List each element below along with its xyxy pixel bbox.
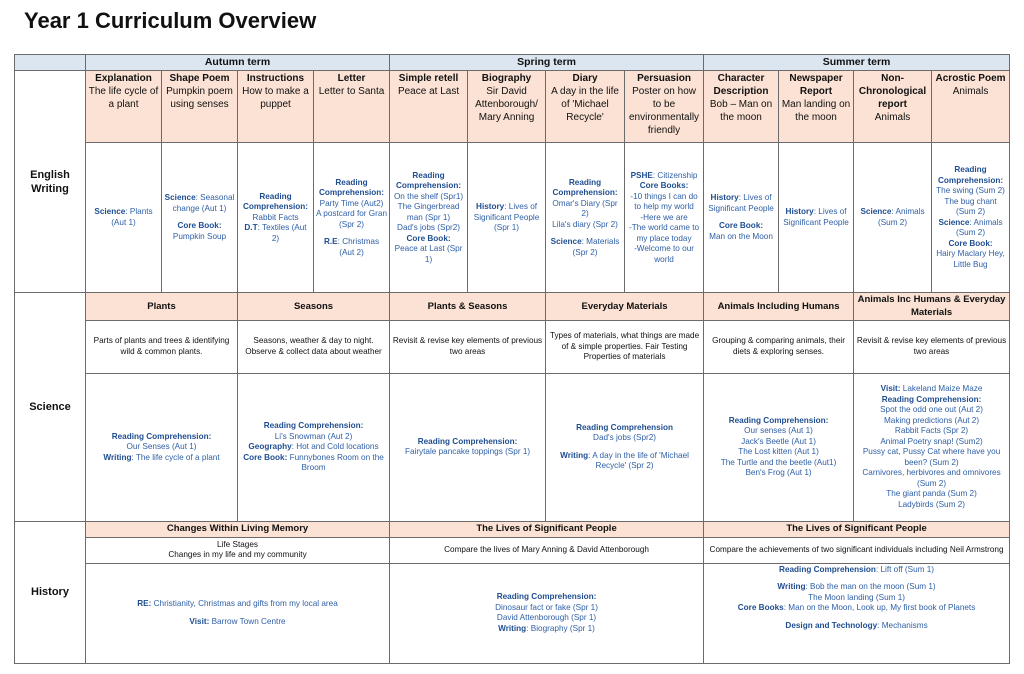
science-topic: Animals Including Humans bbox=[704, 293, 854, 320]
history-topic: The Lives of Significant People bbox=[390, 521, 704, 537]
science-topic: Plants bbox=[86, 293, 238, 320]
history-topic: Changes Within Living Memory bbox=[86, 521, 390, 537]
science-link-cell: Reading Comprehension: Li's Snowman (Aut 2) Geography: Hot and Cold locations Core Book: Funnybones Room on the Broom bbox=[238, 373, 390, 521]
science-description: Revisit & revise key elements of previous two areas bbox=[390, 320, 546, 373]
english-unit: Explanation The life cycle of a plant bbox=[86, 71, 162, 143]
history-link-cell: RE: Christianity, Christmas and gifts from my local area Visit: Barrow Town Centre bbox=[86, 563, 390, 663]
science-description: Types of materials, what things are made of & simple properties. Fair Testing Properties of materials bbox=[546, 320, 704, 373]
english-unit: Instructions How to make a puppet bbox=[238, 71, 314, 143]
term-summer: Summer term bbox=[704, 55, 1010, 71]
curriculum-table bbox=[14, 54, 1010, 664]
english-link-cell: History: Lives of Significant People bbox=[779, 143, 854, 293]
english-unit: Non-Chronological report Animals bbox=[854, 71, 932, 143]
science-description: Seasons, weather & day to night. Observe & collect data about weather bbox=[238, 320, 390, 373]
term-spring: Spring term bbox=[390, 55, 704, 71]
subject-science: Science bbox=[15, 293, 86, 521]
science-description: Grouping & comparing animals, their diets & exploring senses. bbox=[704, 320, 854, 373]
science-description: Revisit & revise key elements of previous two areas bbox=[854, 320, 1010, 373]
english-link-cell: Reading Comprehension: Party Time (Aut2) A postcard for Gran (Spr 2) R.E: Christmas (Aut 2) bbox=[314, 143, 390, 293]
english-link-cell: Science: Seasonal change (Aut 1) Core Book: Pumpkin Soup bbox=[162, 143, 238, 293]
subject-history: History bbox=[15, 521, 86, 663]
science-link-cell: Visit: Lakeland Maize Maze Reading Comprehension: Spot the odd one out (Aut 2) Making predictions (Aut 2) Rabbit Facts (Spr 2) Animal Poetry snap! (Sum2) Pussy cat, Pussy Cat where have you been? (Sum 2) Carnivores, herbivores and omnivores (Sum 2) The giant panda (Sum 2) Ladybirds (Sum 2) bbox=[854, 373, 1010, 521]
science-link-cell: Reading Comprehension: Our senses (Aut 1) Jack's Beetle (Aut 1) The Lost kitten (Aut 1) The Turtle and the beetle (Aut1) Ben's Frog (Aut 1) bbox=[704, 373, 854, 521]
english-link-cell: Science: Animals (Sum 2) bbox=[854, 143, 932, 293]
english-link-cell: PSHE: Citizenship Core Books: -10 things I can do to help my world -Here we are -The world came to my place today -Welcome to our world bbox=[625, 143, 704, 293]
science-link-cell: Reading Comprehension Dad's jobs (Spr2) Writing: A day in the life of 'Michael Recycle' (Spr 2) bbox=[546, 373, 704, 521]
science-topic: Animals Inc Humans & Everyday Materials bbox=[854, 293, 1010, 320]
science-topic: Seasons bbox=[238, 293, 390, 320]
corner-cell bbox=[15, 55, 86, 71]
history-link-cell: Reading Comprehension: Dinosaur fact or fake (Spr 1) David Attenborough (Spr 1) Writing: Biography (Spr 1) bbox=[390, 563, 704, 663]
english-link-cell: History: Lives of Significant People Core Book: Man on the Moon bbox=[704, 143, 779, 293]
english-unit: Shape Poem Pumpkin poem using senses bbox=[162, 71, 238, 143]
english-unit: Simple retell Peace at Last bbox=[390, 71, 468, 143]
history-link-cell: Reading Comprehension: Lift off (Sum 1) Writing: Bob the man on the moon (Sum 1) The Moon landing (Sum 1) Core Books: Man on the Moon, Look up, My first book of Planets Design and Technology: Mechanisms bbox=[704, 563, 1010, 663]
history-description: Life Stages Changes in my life and my community bbox=[86, 537, 390, 563]
english-unit: Diary A day in the life of 'Michael Recycle' bbox=[546, 71, 625, 143]
science-topic: Plants & Seasons bbox=[390, 293, 546, 320]
english-unit: Character Description Bob – Man on the moon bbox=[704, 71, 779, 143]
english-link-cell: Reading Comprehension: Rabbit Facts D.T: Textiles (Aut 2) bbox=[238, 143, 314, 293]
history-description: Compare the lives of Mary Anning & David Attenborough bbox=[390, 537, 704, 563]
english-unit: Newspaper Report Man landing on the moon bbox=[779, 71, 854, 143]
english-unit: Letter Letter to Santa bbox=[314, 71, 390, 143]
history-description: Compare the achievements of two significant individuals including Neil Armstrong bbox=[704, 537, 1010, 563]
history-topic: The Lives of Significant People bbox=[704, 521, 1010, 537]
science-link-cell: Reading Comprehension: Our Senses (Aut 1) Writing: The life cycle of a plant bbox=[86, 373, 238, 521]
english-link-cell: History: Lives of Significant People (Spr 1) bbox=[468, 143, 546, 293]
english-link-cell: Reading Comprehension: The swing (Sum 2) The bug chant (Sum 2) Science: Animals (Sum 2) Core Book: Hairy Maclary Hey, Little Bug bbox=[932, 143, 1010, 293]
term-autumn: Autumn term bbox=[86, 55, 390, 71]
science-description: Parts of plants and trees & identifying wild & common plants. bbox=[86, 320, 238, 373]
subject-english: English Writing bbox=[15, 71, 86, 293]
english-link-cell: Reading Comprehension: Omar's Diary (Spr 2) Lila's diary (Spr 2) Science: Materials (Spr 2) bbox=[546, 143, 625, 293]
english-link-cell: Reading Comprehension: On the shelf (Spr1) The Gingerbread man (Spr 1) Dad's jobs (Spr2) Core Book: Peace at Last (Spr 1) bbox=[390, 143, 468, 293]
english-unit: Biography Sir David Attenborough/ Mary Anning bbox=[468, 71, 546, 143]
page-title: Year 1 Curriculum Overview bbox=[24, 8, 317, 33]
science-topic: Everyday Materials bbox=[546, 293, 704, 320]
science-link-cell: Reading Comprehension: Fairytale pancake toppings (Spr 1) bbox=[390, 373, 546, 521]
english-unit: Acrostic Poem Animals bbox=[932, 71, 1010, 143]
english-unit: Persuasion Poster on how to be environmentally friendly bbox=[625, 71, 704, 143]
english-link-cell: Science: Plants (Aut 1) bbox=[86, 143, 162, 293]
